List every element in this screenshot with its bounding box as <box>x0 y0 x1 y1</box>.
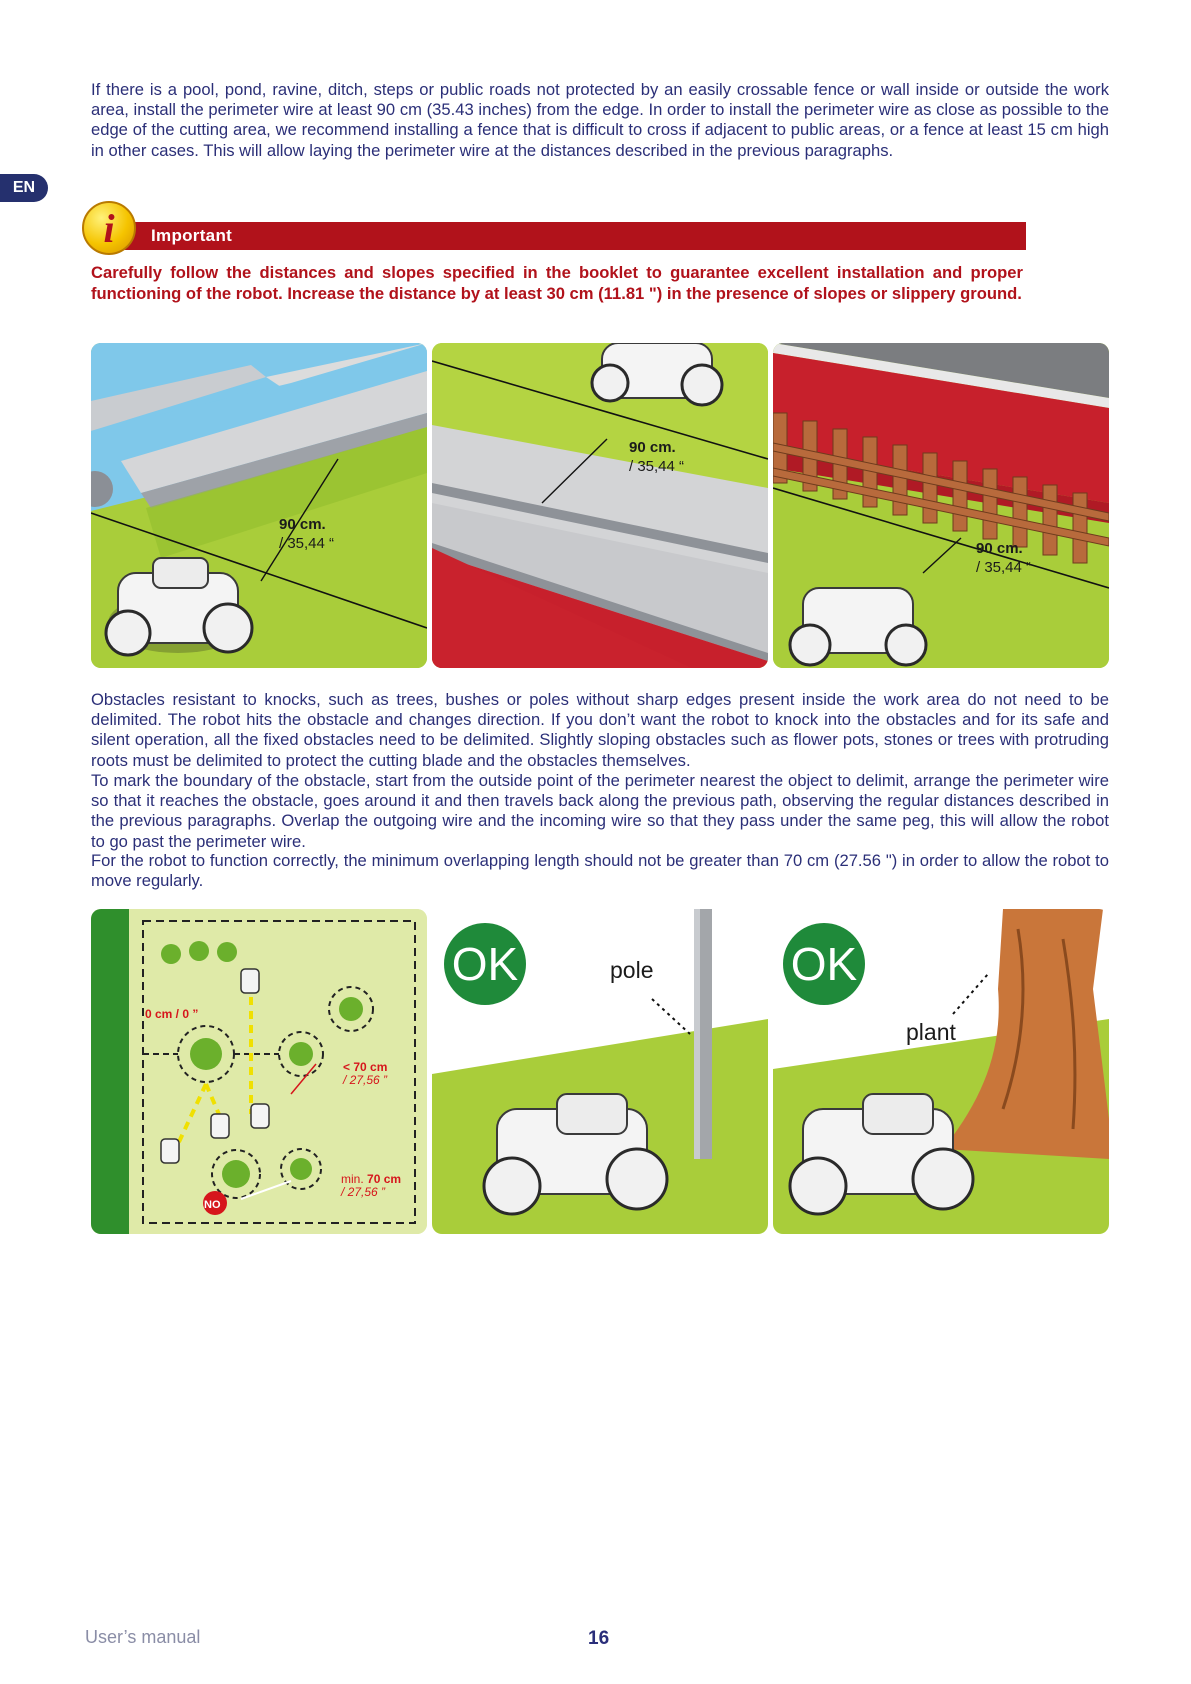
ok-badge-plant: OK <box>783 923 865 1005</box>
zero-distance-label: 0 cm / 0 ” <box>145 1007 199 1021</box>
page-number: 16 <box>588 1628 610 1649</box>
pole-panel <box>432 909 768 1234</box>
important-text: Carefully follow the distances and slopes specified in the booklet to guarantee excellent installation and proper functioning of the robot. Increase the distance by at least 30 cm (11.81 ") in the presence of slopes or slippery ground. <box>91 263 1023 303</box>
important-title: Important <box>151 226 233 245</box>
max-overlap-label: < 70 cm / 27,56 ” <box>343 1060 388 1087</box>
pool-panel <box>91 343 427 668</box>
footer-manual: User’s manual <box>85 1627 201 1647</box>
no-badge: NO <box>204 1199 221 1211</box>
delimit-diagram-panel <box>91 909 427 1234</box>
pool-distance-label: 90 cm. / 35,44 “ <box>279 516 335 552</box>
robot-mower-illustration <box>592 343 722 405</box>
plant-label: plant <box>906 1019 956 1045</box>
min-distance-label: min. 70 cm / 27,56 ” <box>341 1172 402 1199</box>
distance-figure <box>91 343 1109 668</box>
pole-label: pole <box>610 957 654 983</box>
intro-paragraph: If there is a pool, pond, ravine, ditch, steps or public roads not protected by an easily crossable fence or wall inside or outside the work area, install the perimeter wire at least 90 cm (35.43 inches) from the edge. In order to install the perimeter wire as close as possible to the edge of the cutting area, we recommend installing a fence that is difficult to cross if adjacent to public areas, or a fence at least 15 cm high in other cases. This will allow laying the perimeter wire at the distances described in the previous paragraphs. <box>91 80 1109 160</box>
obstacles-paragraph-1: Obstacles resistant to knocks, such as trees, bushes or poles without sharp edges present inside the work area do not need to be delimited. The robot hits the obstacle and changes direction. If you don’t want the robot to knock into the obstacles and for its safe and silent operation, all the fixed obstacles need to be delimited. Slightly sloping obstacles such as flower pots, stones or trees with protruding roots must be delimited to protect the cutting blade and the obstacles themselves. <box>91 690 1109 770</box>
obstacles-paragraph-2: To mark the boundary of the obstacle, start from the outside point of the perimeter nearest the object to delimit, arrange the perimeter wire so that it reaches the obstacle, goes around it and then travels back along the previous path, observing the regular distances described in the previous paragraphs. Overlap the outgoing wire and the incoming wire so that they pass under the same peg, this will allow the robot to go past the perimeter wire. <box>91 771 1109 851</box>
language-tab: EN <box>0 174 48 202</box>
obstacle-figure <box>91 909 1109 1234</box>
fence-distance-label: 90 cm. / 35,44 “ <box>976 540 1032 576</box>
obstacles-paragraph-3: For the robot to function correctly, the minimum overlapping length should not be greater than 70 cm (27.56 ") in order to allow the robot to move regularly. <box>91 851 1109 891</box>
ok-badge-pole: OK <box>444 923 526 1005</box>
fence-panel <box>773 343 1109 668</box>
important-bar <box>122 222 1026 250</box>
steps-panel <box>432 343 768 668</box>
plant-panel <box>773 909 1109 1234</box>
info-icon: i <box>82 201 136 255</box>
robot-mower-illustration <box>790 588 926 665</box>
steps-distance-label: 90 cm. / 35,44 “ <box>629 439 685 475</box>
